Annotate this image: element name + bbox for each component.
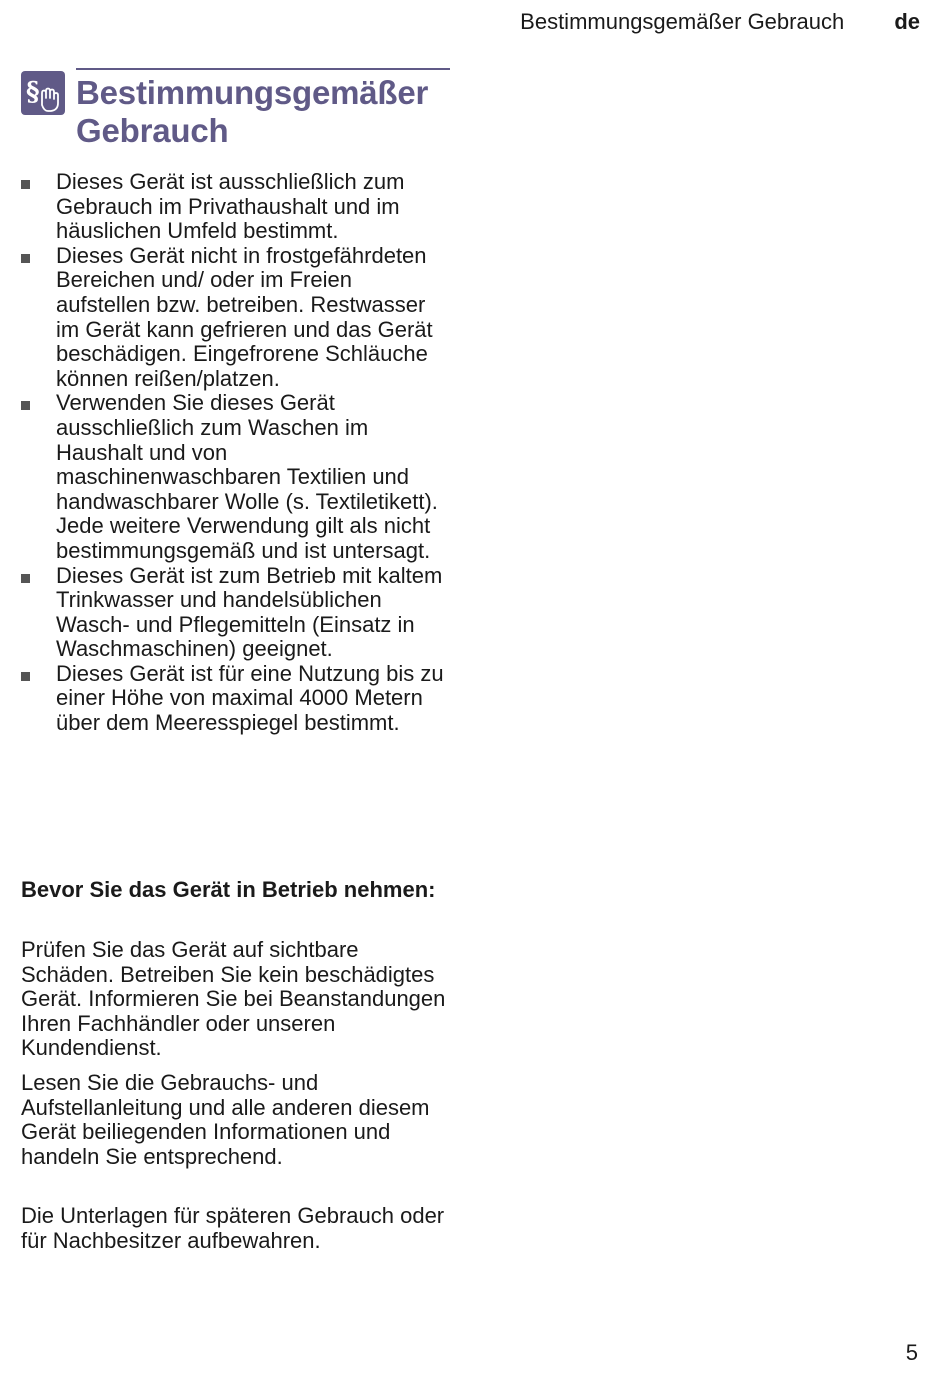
- svg-text:§: §: [26, 77, 40, 107]
- square-bullet-icon: [21, 401, 30, 410]
- before-use-subheading: Bevor Sie das Gerät in Betrieb nehmen:: [21, 877, 436, 902]
- list-item-text: Dieses Gerät nicht in frostgefährdeten Bereichen und/ oder im Freien aufstellen bzw. betreiben. Restwasser im Gerät kann gefrieren und das Gerät beschädigen. Eingefrorene Schläuche können reißen/platzen.: [56, 242, 433, 391]
- paragraph-read-instructions: Lesen Sie die Gebrauchs- und Aufstellanleitung und alle anderen diesem Gerät beiliegenden Informationen und handeln Sie entsprechend.: [21, 1070, 430, 1169]
- list-item-text: Verwenden Sie dieses Gerät ausschließlich zum Waschen im Haushalt und von maschinenwaschbaren Textilien und handwaschbarer Wolle (s. Textiletikett). Jede weitere Verwendung gilt als nicht bestimmungsgemäß und ist untersagt.: [56, 390, 438, 563]
- square-bullet-icon: [21, 574, 30, 583]
- list-item: [21, 662, 451, 736]
- paragraph-hand-icon: [21, 71, 65, 115]
- paragraph-inspect: Prüfen Sie das Gerät auf sichtbare Schäden. Betreiben Sie kein beschädigtes Gerät. Informieren Sie bei Beanstandungen Ihren Fachhändler oder unseren Kundendienst.: [21, 937, 446, 1061]
- square-bullet-icon: [21, 672, 30, 681]
- paragraph-keep-documents: Die Unterlagen für späteren Gebrauch oder für Nachbesitzer aufbewahren.: [21, 1203, 445, 1253]
- section-heading: [21, 68, 451, 168]
- running-header: [520, 8, 920, 36]
- list-item-text: Dieses Gerät ist zum Betrieb mit kaltem Trinkwasser und handelsüblichen Wasch- und Pflegemitteln (Einsatz in Waschmaschinen) geeignet.: [56, 562, 443, 662]
- section-heading-block: [21, 68, 451, 168]
- usage-bullet-list: [21, 170, 451, 736]
- list-item: [21, 564, 451, 662]
- list-item-text: Dieses Gerät ist ausschließlich zum Gebrauch im Privathaushalt und im häuslichen Umfeld bestimmt.: [56, 169, 405, 244]
- heading-rule: [76, 68, 450, 70]
- section-title: Bestimmungsgemäßer Gebrauch: [76, 74, 429, 149]
- list-item: [21, 244, 451, 392]
- list-item: [21, 170, 451, 244]
- page-number: 5: [905, 1340, 918, 1365]
- square-bullet-icon: [21, 254, 30, 263]
- language-code: de: [894, 9, 920, 34]
- list-item: [21, 391, 451, 563]
- running-header-section: Bestimmungsgemäßer Gebrauch: [520, 9, 845, 34]
- list-item-text: Dieses Gerät ist für eine Nutzung bis zu einer Höhe von maximal 4000 Metern über dem Meeresspiegel bestimmt.: [56, 660, 444, 736]
- square-bullet-icon: [21, 180, 30, 189]
